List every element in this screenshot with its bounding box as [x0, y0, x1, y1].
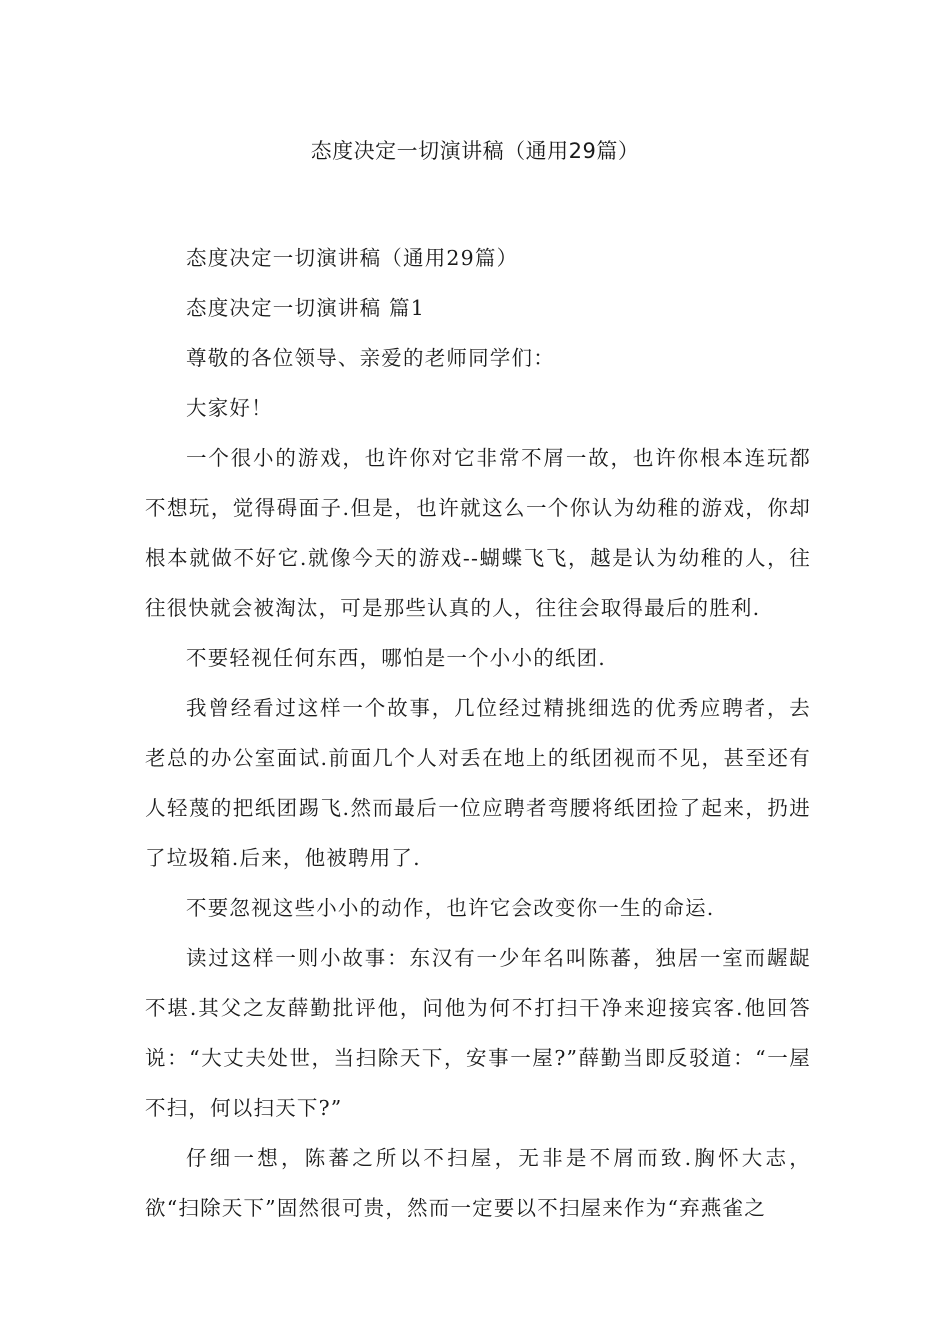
paragraph: 仔细一想，陈蕃之所以不扫屋，无非是不屑而致.胸怀大志，欲“扫除天下”固然很可贵，然而一定要以不扫屋来作为“弃燕雀之	[145, 1146, 811, 1220]
paragraph: 不要忽视这些小小的动作，也许它会改变你一生的命运.	[186, 896, 715, 920]
paragraph: 读过这样一则小故事：东汉有一少年名叫陈蕃，独居一室而龌龊不堪.其父之友薛勤批评他，问他为何不打扫干净来迎接宾客.他回答说：“大丈夫处世，当扫除天下，安事一屋?”薛勤当即反驳道：“一屋不扫，何以扫天下?”	[145, 946, 811, 1120]
paragraph: 不要轻视任何东西，哪怕是一个小小的纸团.	[186, 646, 607, 670]
paragraph-salutation: 尊敬的各位领导、亲爱的老师同学们：	[186, 346, 555, 370]
paragraph: 我曾经看过这样一个故事，几位经过精挑细选的优秀应聘者，去老总的办公室面试.前面几个人对丢在地上的纸团视而不见，甚至还有人轻蔑的把纸团踢飞.然而最后一位应聘者弯腰将纸团捡了起来，扔进了垃圾箱.后来，他被聘用了.	[145, 696, 811, 870]
document-body	[145, 233, 811, 1233]
paragraph: 一个很小的游戏，也许你对它非常不屑一故，也许你根本连玩都不想玩，觉得碍面子.但是，也许就这么一个你认为幼稚的游戏，你却根本就做不好它.就像今天的游戏--蝴蝶飞飞，越是认为幼稚的人，往往很快就会被淘汰，可是那些认真的人，往往会取得最后的胜利.	[145, 446, 811, 620]
document-title: 态度决定一切演讲稿（通用29篇）	[310, 139, 640, 163]
paragraph-greeting: 大家好！	[186, 396, 273, 420]
paragraph-subtitle: 态度决定一切演讲稿（通用29篇）	[186, 246, 519, 270]
paragraph-section-heading: 态度决定一切演讲稿 篇1	[186, 296, 425, 320]
